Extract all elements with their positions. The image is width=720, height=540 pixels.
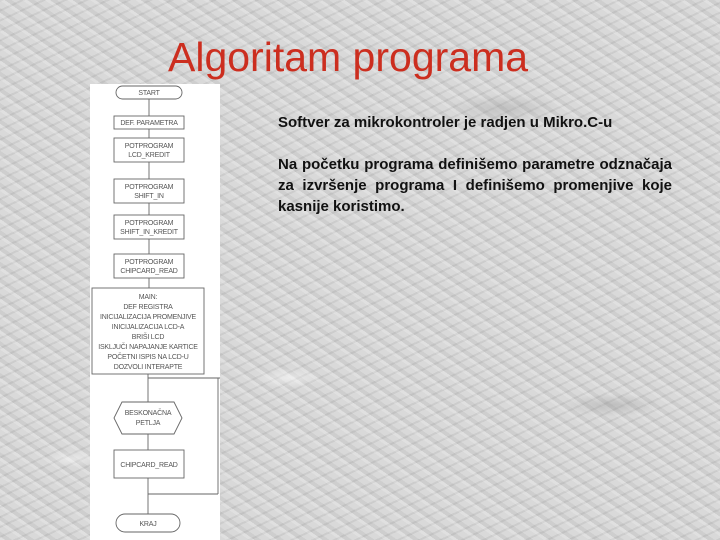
flowchart bbox=[90, 84, 220, 540]
flowchart-potprogram-lcd-kredit-line2: LCD_KREDIT bbox=[128, 152, 170, 159]
flowchart-main-line: ISKLJUČI NAPAJANJE KARTICE bbox=[98, 344, 198, 351]
flowchart-main-line: BRIŠI LCD bbox=[131, 334, 165, 341]
flowchart-def-parametra-label: DEF. PARAMETRA bbox=[120, 120, 178, 127]
flowchart-panel bbox=[90, 84, 220, 540]
body-paragraph-parameters: Na početku programa definišemo parametre odznačaja za izvršenje programa I definišemo promenjive koje kasnije koristimo. bbox=[278, 156, 672, 215]
flowchart-main-line: INICIJALIZACIJA PROMENJIVE bbox=[100, 314, 196, 321]
flowchart-potprogram-chipcard-read-line2: CHIPCARD_READ bbox=[120, 268, 178, 275]
flowchart-main-line: DEF REGISTRA bbox=[123, 304, 173, 311]
flowchart-potprogram-shift-in-line1: POTPROGRAM bbox=[124, 184, 174, 191]
flowchart-main-line: MAIN: bbox=[138, 294, 158, 301]
flowchart-main-line: DOZVOLI INTERAPTE bbox=[113, 364, 183, 371]
flowchart-beskonacna-petlja bbox=[114, 402, 182, 434]
flowchart-kraj-label: KRAJ bbox=[139, 521, 157, 528]
flowchart-start-label: START bbox=[138, 90, 160, 97]
flowchart-beskonacna-petlja-line1: BESKONAČNA bbox=[124, 410, 172, 417]
flowchart-potprogram-lcd-kredit-line1: POTPROGRAM bbox=[124, 143, 174, 150]
flowchart-potprogram-shift-in-kredit-line1: POTPROGRAM bbox=[124, 220, 174, 227]
slide-title: Algoritam programa bbox=[168, 34, 529, 80]
flowchart-beskonacna-petlja-line2: PETLJA bbox=[135, 420, 161, 427]
flowchart-potprogram-shift-in-line2: SHIFT_IN bbox=[134, 193, 164, 200]
flowchart-main-line: INICIJALIZACIJA LCD-A bbox=[111, 324, 185, 331]
flowchart-main-line: POČETNI ISPIS NA LCD-U bbox=[107, 354, 189, 361]
flowchart-potprogram-chipcard-read-line1: POTPROGRAM bbox=[124, 259, 174, 266]
flowchart-potprogram-shift-in-kredit-line2: SHIFT_IN_KREDIT bbox=[120, 229, 178, 236]
body-paragraph-software: Softver za mikrokontroler je radjen u Mikro.C-u bbox=[278, 114, 613, 131]
slide-body bbox=[278, 112, 672, 217]
flowchart-chipcard-read-label: CHIPCARD_READ bbox=[120, 462, 178, 469]
